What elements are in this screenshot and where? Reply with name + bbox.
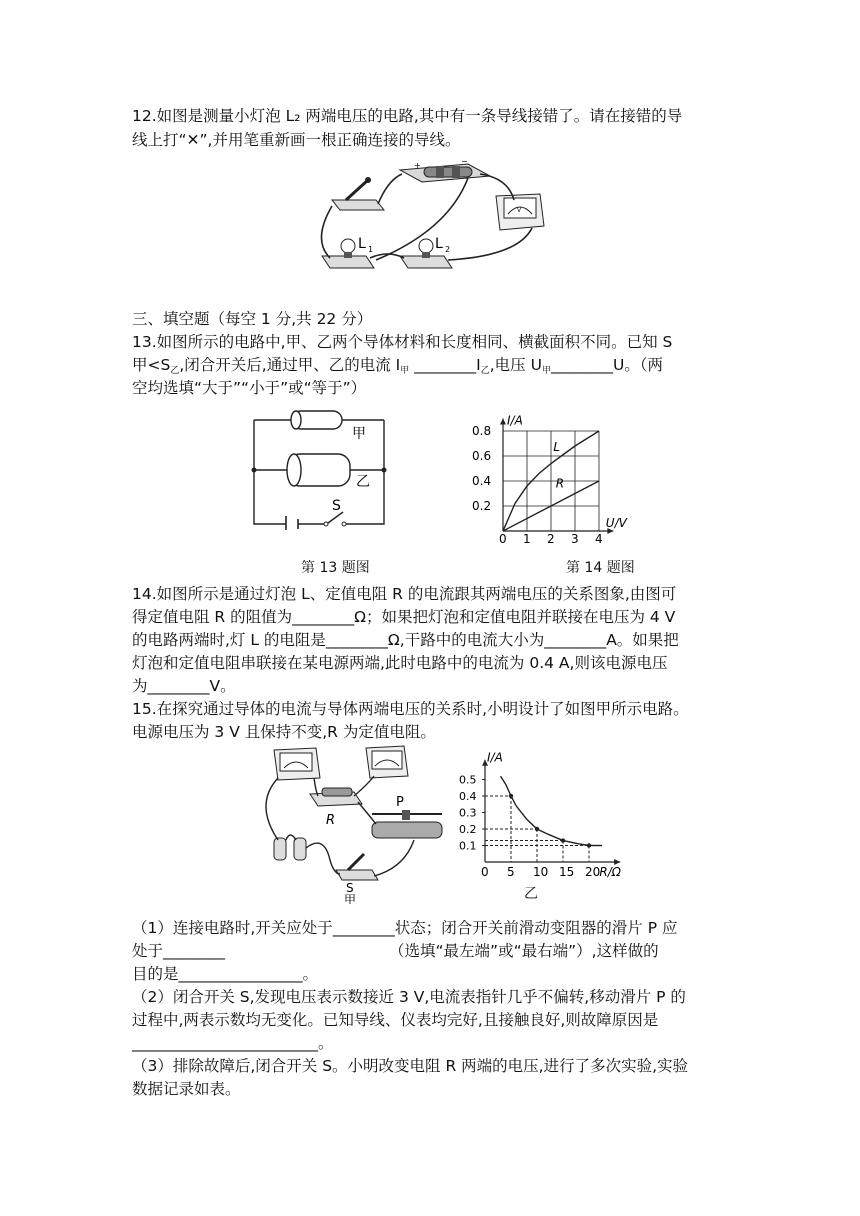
q15-p3-line-1: （3）排除故障后,闭合开关 S。小明改变电阻 R 两端的电压,进行了多次实验,实验: [132, 1057, 689, 1075]
y-axis-arrow: [500, 419, 506, 425]
x-axis-label: U/V: [605, 516, 627, 530]
label-l1-sub: 1: [368, 245, 374, 254]
q15-p1-line-1: （1）连接电路时,开关应处于________状态；闭合开关前滑动变阻器的滑片 P 应: [132, 919, 678, 937]
q13-caption: 第 13 题图: [301, 560, 370, 576]
svg-text:V: V: [517, 207, 522, 214]
label-r: R: [326, 813, 336, 828]
battery-minus: −: [461, 160, 468, 166]
switch-icon: [336, 854, 378, 880]
series-label-l: L: [553, 440, 561, 454]
q15-p1-line-2: 处于________ （选填“最左端”或“最右端”）,这样做的: [132, 942, 659, 960]
x-tick-label: 0: [481, 865, 489, 879]
battery-icon: [286, 516, 298, 530]
q12-circuit-figure: [318, 160, 548, 282]
x-tick-label: 5: [507, 865, 515, 879]
y-tick-label: 0.4: [459, 790, 477, 803]
label-p: P: [396, 795, 404, 810]
y-tick-label: 0.5: [459, 773, 477, 787]
data-point: [561, 838, 565, 842]
y-tick-label: 0.3: [459, 806, 477, 820]
x-tick-label: 0: [499, 532, 507, 543]
x-tick-label: 1: [523, 532, 531, 543]
x-axis-label: R/Ω: [599, 865, 621, 879]
label-yi: 乙: [356, 474, 370, 490]
q13-line-1: 13.如图所示的电路中,甲、乙两个导体材料和长度相同、横截面积不同。已知 S: [132, 333, 673, 351]
label-jia: 甲: [344, 893, 357, 904]
q15-p3-line-2: 数据记录如表。: [132, 1080, 241, 1098]
y-tick-label: 0.6: [472, 449, 492, 463]
voltmeter-icon: [496, 194, 544, 230]
label-s: S: [346, 881, 354, 895]
conductor-yi: [287, 454, 350, 486]
x-tick-label: 20: [585, 865, 601, 879]
y-tick-label: 0.1: [459, 839, 477, 853]
q14-chart: [470, 403, 640, 543]
section-3-title: 三、填空题（每空 1 分,共 22 分）: [132, 310, 373, 328]
y-axis-label: I/A: [507, 413, 523, 428]
curve-i-r: [501, 776, 602, 845]
q14-line-1: 14.如图所示是通过灯泡 L、定值电阻 R 的电流跟其两端电压的关系图象,由图可: [132, 585, 677, 603]
label-l1: L: [358, 236, 366, 252]
label-l2-sub: 2: [445, 245, 451, 254]
q15-line-2: 电源电压为 3 V 且保持不变,R 为定值电阻。: [132, 723, 436, 741]
data-point: [509, 794, 513, 798]
q15-p2-line-2: 过程中,两表示数均无变化。已知导线、仪表均完好,且接触良好,则故障原因是: [132, 1011, 659, 1029]
label-l2: L: [435, 236, 443, 252]
data-point: [535, 827, 539, 831]
q14-line-4: 灯泡和定值电阻串联接在某电源两端,此时电路中的电流为 0.4 A,则该电源电压: [132, 654, 668, 672]
y-tick-label: 0.8: [472, 424, 492, 438]
q15-fig-yi-caption: 乙: [524, 886, 538, 902]
q14-line-3: 的电路两端时,灯 L 的电阻是________Ω,干路中的电流大小为________A。如果把: [132, 631, 679, 649]
q15-p2-line-3: ________________________。: [132, 1034, 334, 1052]
q14-line-2: 得定值电阻 R 的阻值为________Ω；如果把灯泡和定值电阻并联接在电压为 4 V: [132, 608, 676, 626]
battery-icon: [274, 838, 306, 860]
y-axis-label: I/A: [487, 750, 503, 765]
y-tick-label: 0.2: [472, 499, 492, 513]
conductor-jia: [291, 411, 342, 429]
x-tick-label: 2: [547, 532, 555, 543]
q12-line-2: 线上打“✕”,并用笔重新画一根正确连接的导线。: [132, 131, 461, 149]
switch-icon: [332, 177, 384, 210]
switch-icon: [324, 512, 346, 526]
q15-chart-yi: [455, 744, 645, 882]
q15-circuit-figure-jia: [254, 744, 452, 904]
rheostat-icon: [372, 810, 442, 838]
q13-circuit-figure: [246, 406, 396, 530]
x-tick-label: 15: [559, 865, 575, 879]
y-tick-label: 0.4: [472, 474, 492, 488]
q13-line-2: 甲$<S_乙$,闭合开关后,通过甲、乙的电流 $I_甲$ $\_\_\_\_\_\_\_\_I_乙$,电压 $U_甲\_\_\_\_\_\_\_\_U$。（两: [132, 356, 664, 376]
x-tick-label: 3: [571, 532, 579, 543]
y-tick-label: 0.2: [459, 823, 477, 836]
resistor-r-icon: [310, 788, 362, 806]
q14-caption: 第 14 题图: [566, 560, 635, 576]
label-jia: 甲: [352, 426, 366, 442]
x-tick-label: 4: [595, 532, 603, 543]
q15-p2-line-1: （2）闭合开关 S,发现电压表示数接近 3 V,电流表指针几乎不偏转,移动滑片 P 的: [132, 988, 686, 1006]
q12-line-1: 12.如图是测量小灯泡 L₂ 两端电压的电路,其中有一条导线接错了。请在接错的导: [132, 107, 683, 125]
series-label-r: R: [555, 476, 565, 491]
battery-plus: +: [414, 161, 421, 170]
q14-line-5: 为________V。: [132, 677, 236, 695]
q15-line-1: 15.在探究通过导体的电流与导体两端电压的关系时,小明设计了如图甲所示电路。: [132, 700, 689, 718]
ammeter-icon: [274, 748, 320, 780]
q15-p1-line-3: 目的是________________。: [132, 965, 319, 983]
data-point: [587, 843, 591, 847]
voltmeter-icon: [366, 746, 408, 778]
x-tick-label: 10: [533, 865, 549, 879]
lamp-l1-icon: [322, 239, 374, 268]
q13-line-3: 空均选填“大于”“小于”或“等于”）: [132, 379, 367, 397]
label-s: S: [332, 498, 341, 514]
